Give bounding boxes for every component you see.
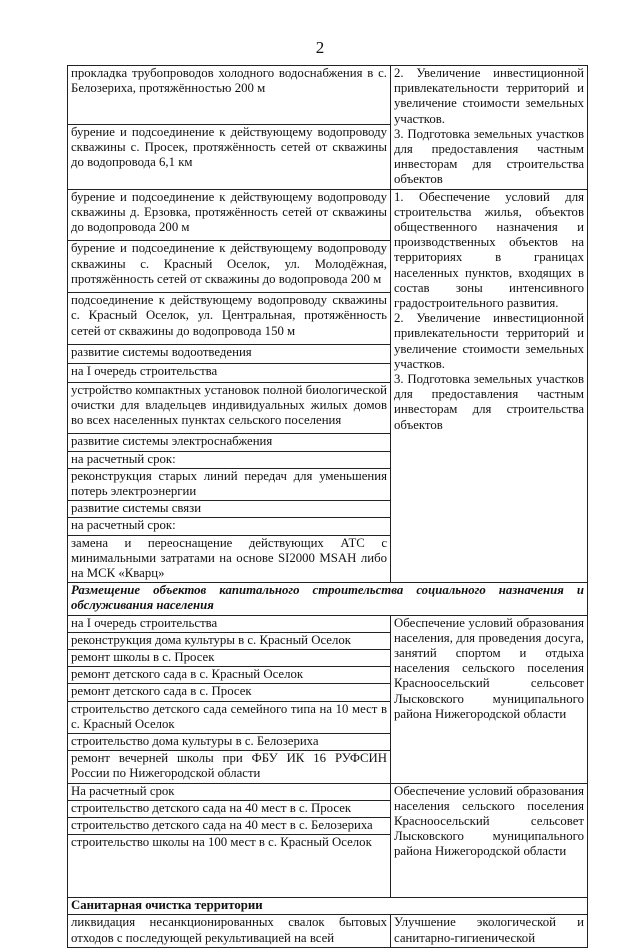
table-cell: строительство детского сада на 40 мест в с. Просек xyxy=(68,800,391,817)
table-row xyxy=(68,783,588,800)
table-cell: развитие системы связи xyxy=(68,501,391,518)
table-cell: строительство школы на 100 мест в с. Красный Оселок xyxy=(68,835,391,898)
purpose-paragraph: Обеспечение условий образования населения, для проведения досуга, занятий спортом и отдыха населения сельского поселения Красноосельский сельсовет Лысковского муниципального района Нижегородской области xyxy=(394,615,584,721)
purpose-paragraph: 1. Обеспечение условий для строительства жилья, объектов общественного назначения и производственных объектов на территориях в границах населенных пунктов, входящих в состав зоны интенсивного градостроительного развития. xyxy=(394,189,584,311)
purpose-paragraph: 3. Подготовка земельных участков для предоставления частным инвесторам для строительства объектов xyxy=(394,126,584,187)
table-cell: строительство детского сада на 40 мест в с. Белозериха xyxy=(68,818,391,835)
table-cell: ликвидация несанкционированных свалок бытовых отходов с последующей рекультивацией на всей xyxy=(68,915,391,947)
table-cell: на расчетный срок: xyxy=(68,518,391,535)
page-number: 2 xyxy=(315,38,325,57)
table-row xyxy=(68,615,588,632)
table-cell: устройство компактных установок полной биологической очистки для владельцев индивидуальных жилых домов во всех населенных пунктах сельского поселения xyxy=(68,382,391,434)
table-cell: ремонт детского сада в с. Просек xyxy=(68,684,391,701)
table-cell: реконструкция дома культуры в с. Красный Оселок xyxy=(68,632,391,649)
table-cell: замена и переоснащение действующих АТС с минимальными затратами на основе SI2000 MSAH либо на МСК «Кварц» xyxy=(68,535,391,583)
table-cell: На расчетный срок xyxy=(68,783,391,800)
table-cell: бурение и подсоединение к действующему водопроводу скважины с. Просек, протяжённость сетей от скважины до водопровода 6,1 км xyxy=(68,124,391,189)
table-cell: на I очередь строительства xyxy=(68,615,391,632)
table-cell: ремонт вечерней школы при ФБУ ИК 16 РУФСИН России по Нижегородской области xyxy=(68,751,391,783)
purpose-cell-continuation xyxy=(391,434,588,583)
purpose-cell xyxy=(391,915,588,947)
table-cell: прокладка трубопроводов холодного водоснабжения в с. Белозериха, протяжённостью 200 м xyxy=(68,66,391,125)
purpose-cell xyxy=(391,615,588,783)
purpose-paragraph: 2. Увеличение инвестиционной привлекательности территорий и увеличение стоимости земельных участков. xyxy=(394,311,584,371)
table-cell: подсоединение к действующему водопроводу скважины с. Красный Оселок, ул. Центральная, протяжённость сетей от скважины до водопровода 150 м xyxy=(68,293,391,345)
section-heading: Санитарная очистка территории xyxy=(68,898,588,915)
section-heading: Размещение объектов капитального строительства социального назначения и обслуживания населения xyxy=(68,583,588,615)
table-cell: реконструкция старых линий передач для уменьшения потерь электроэнергии xyxy=(68,468,391,500)
table-cell: ремонт школы в с. Просек xyxy=(68,650,391,667)
purpose-paragraph: 2. Увеличение инвестиционной привлекательности территорий и увеличение стоимости земельных участков. xyxy=(394,66,584,126)
table-cell: развитие системы водоотведения xyxy=(68,345,391,364)
table-cell: бурение и подсоединение к действующему водопроводу скважины с. Красный Оселок, ул. Молодёжная, протяжённость сетей от скважины до водопровода 200 м xyxy=(68,241,391,293)
table-cell: на расчетный срок: xyxy=(68,451,391,468)
table-cell: развитие системы электроснабжения xyxy=(68,434,391,451)
table-row xyxy=(68,915,588,947)
purpose-paragraph: 3. Подготовка земельных участков для предоставления частным инвесторам для строительства объектов xyxy=(394,372,584,432)
table-cell: на I очередь строительства xyxy=(68,363,391,382)
section-row xyxy=(68,898,588,915)
document-table xyxy=(67,65,588,948)
table-row xyxy=(68,434,588,451)
purpose-paragraph: Улучшение экологической и санитарно-гигиенической xyxy=(394,915,584,945)
purpose-cell xyxy=(391,783,588,898)
purpose-cell xyxy=(391,189,588,434)
purpose-paragraph: Обеспечение условий образования населения сельского поселения Красноосельский сельсовет Лысковского муниципального района Нижегородской области xyxy=(394,783,584,859)
table-row xyxy=(68,189,588,241)
section-row xyxy=(68,583,588,615)
table-cell: бурение и подсоединение к действующему водопроводу скважины д. Ерзовка, протяжённость сетей от скважины до водопровода 200 м xyxy=(68,189,391,241)
table-cell: строительство детского сада семейного типа на 10 мест в с. Красный Оселок xyxy=(68,701,391,733)
purpose-cell xyxy=(391,66,588,190)
table-cell: строительство дома культуры в с. Белозериха xyxy=(68,734,391,751)
table-row xyxy=(68,66,588,125)
table-cell: ремонт детского сада в с. Красный Оселок xyxy=(68,667,391,684)
